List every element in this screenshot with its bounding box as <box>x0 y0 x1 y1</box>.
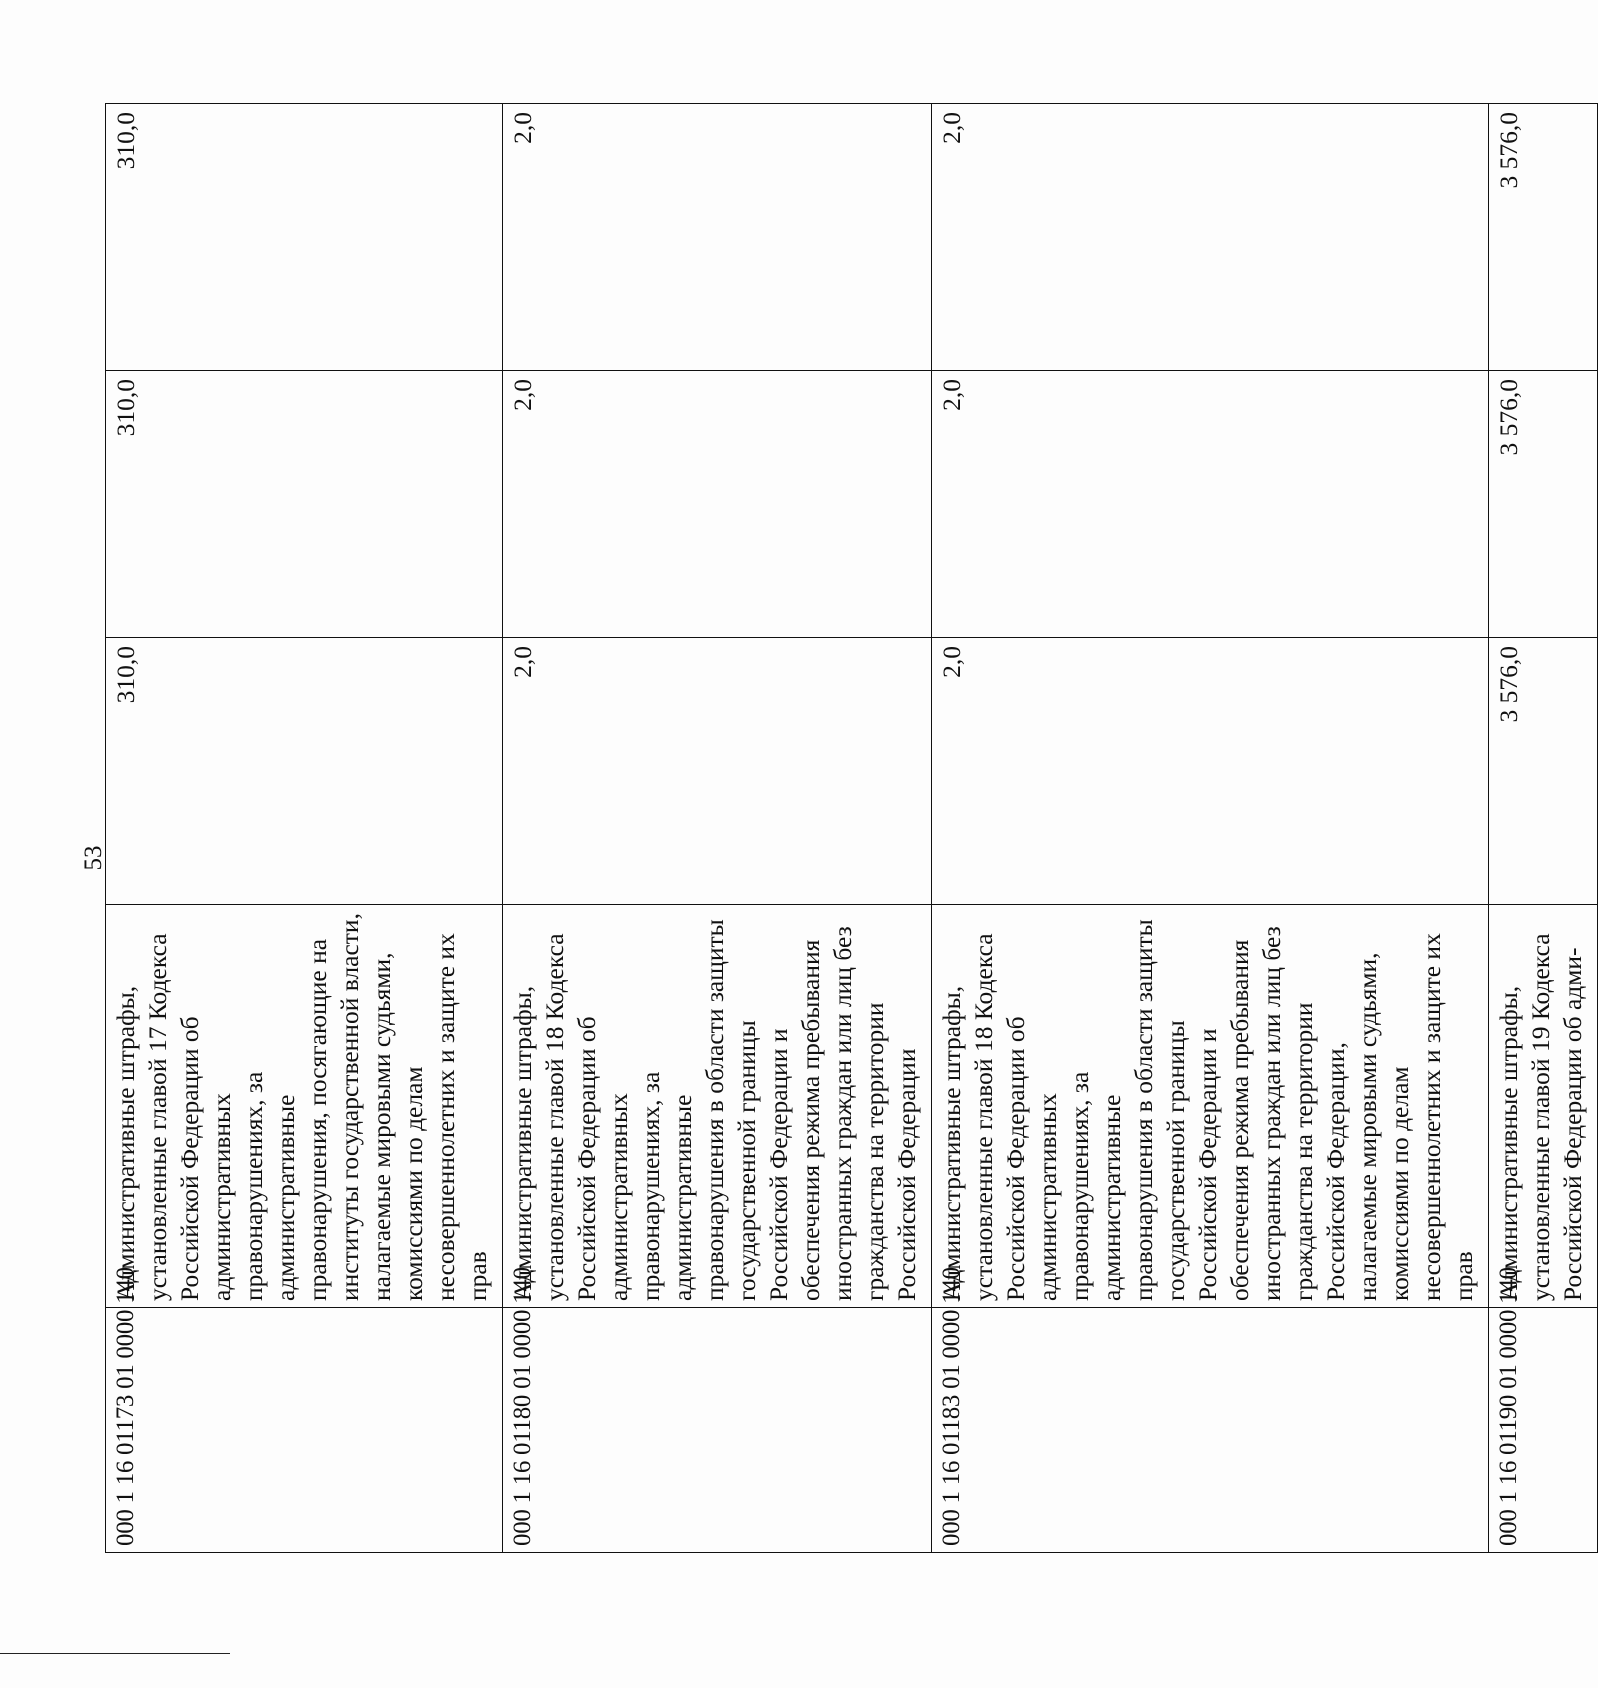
footer-rule <box>0 1653 230 1654</box>
table-row <box>503 104 932 1553</box>
budget-code: 000 1 16 01190 01 0000 140 <box>1489 1308 1598 1553</box>
table-row <box>932 104 1489 1553</box>
revenue-table <box>105 103 1598 1553</box>
description: Административные штрафы, установленные главой 18 Кодекса Российской Федерации об административных правонарушениях, за административные правонарушения в области защиты государственной границы Российской Федерации и обеспечения режима пребывания иностранных граждан или лиц без гражданства на территории Российской Федерации, налагаемые мировыми судьями, комиссиями по делам несовершеннолетних и защите их прав <box>932 905 1489 1308</box>
value-year-2: 3 576,0 <box>1489 371 1598 638</box>
value-year-3: 2,0 <box>932 104 1489 371</box>
value-year-3: 3 576,0 <box>1489 104 1598 371</box>
value-year-1: 2,0 <box>932 638 1489 905</box>
value-year-2: 310,0 <box>106 371 503 638</box>
value-year-2: 2,0 <box>503 371 932 638</box>
table-row <box>106 104 503 1553</box>
table-row <box>1489 104 1598 1553</box>
value-year-3: 2,0 <box>503 104 932 371</box>
budget-code: 000 1 16 01180 01 0000 140 <box>503 1308 932 1553</box>
value-year-3: 310,0 <box>106 104 503 371</box>
value-year-2: 2,0 <box>932 371 1489 638</box>
value-year-1: 310,0 <box>106 638 503 905</box>
description: Административные штрафы, установленные главой 19 Кодекса Российской Федерации об адми- <box>1489 905 1598 1308</box>
page-number: 53 <box>80 845 107 871</box>
description: Административные штрафы, установленные главой 17 Кодекса Российской Федерации об административных правонарушениях, за административные правонарушения, посягающие на институты государственной власти, налагаемые мировыми судьями, комиссиями по делам несовершеннолетних и защите их прав <box>106 905 503 1308</box>
value-year-1: 3 576,0 <box>1489 638 1598 905</box>
budget-code: 000 1 16 01173 01 0000 140 <box>106 1308 503 1553</box>
value-year-1: 2,0 <box>503 638 932 905</box>
budget-code: 000 1 16 01183 01 0000 140 <box>932 1308 1489 1553</box>
description: Административные штрафы, установленные главой 18 Кодекса Российской Федерации об административных правонарушениях, за административные правонарушения в области защиты государственной границы Российской Федерации и обеспечения режима пребывания иностранных граждан или лиц без гражданства на территории Российской Федерации <box>503 905 932 1308</box>
